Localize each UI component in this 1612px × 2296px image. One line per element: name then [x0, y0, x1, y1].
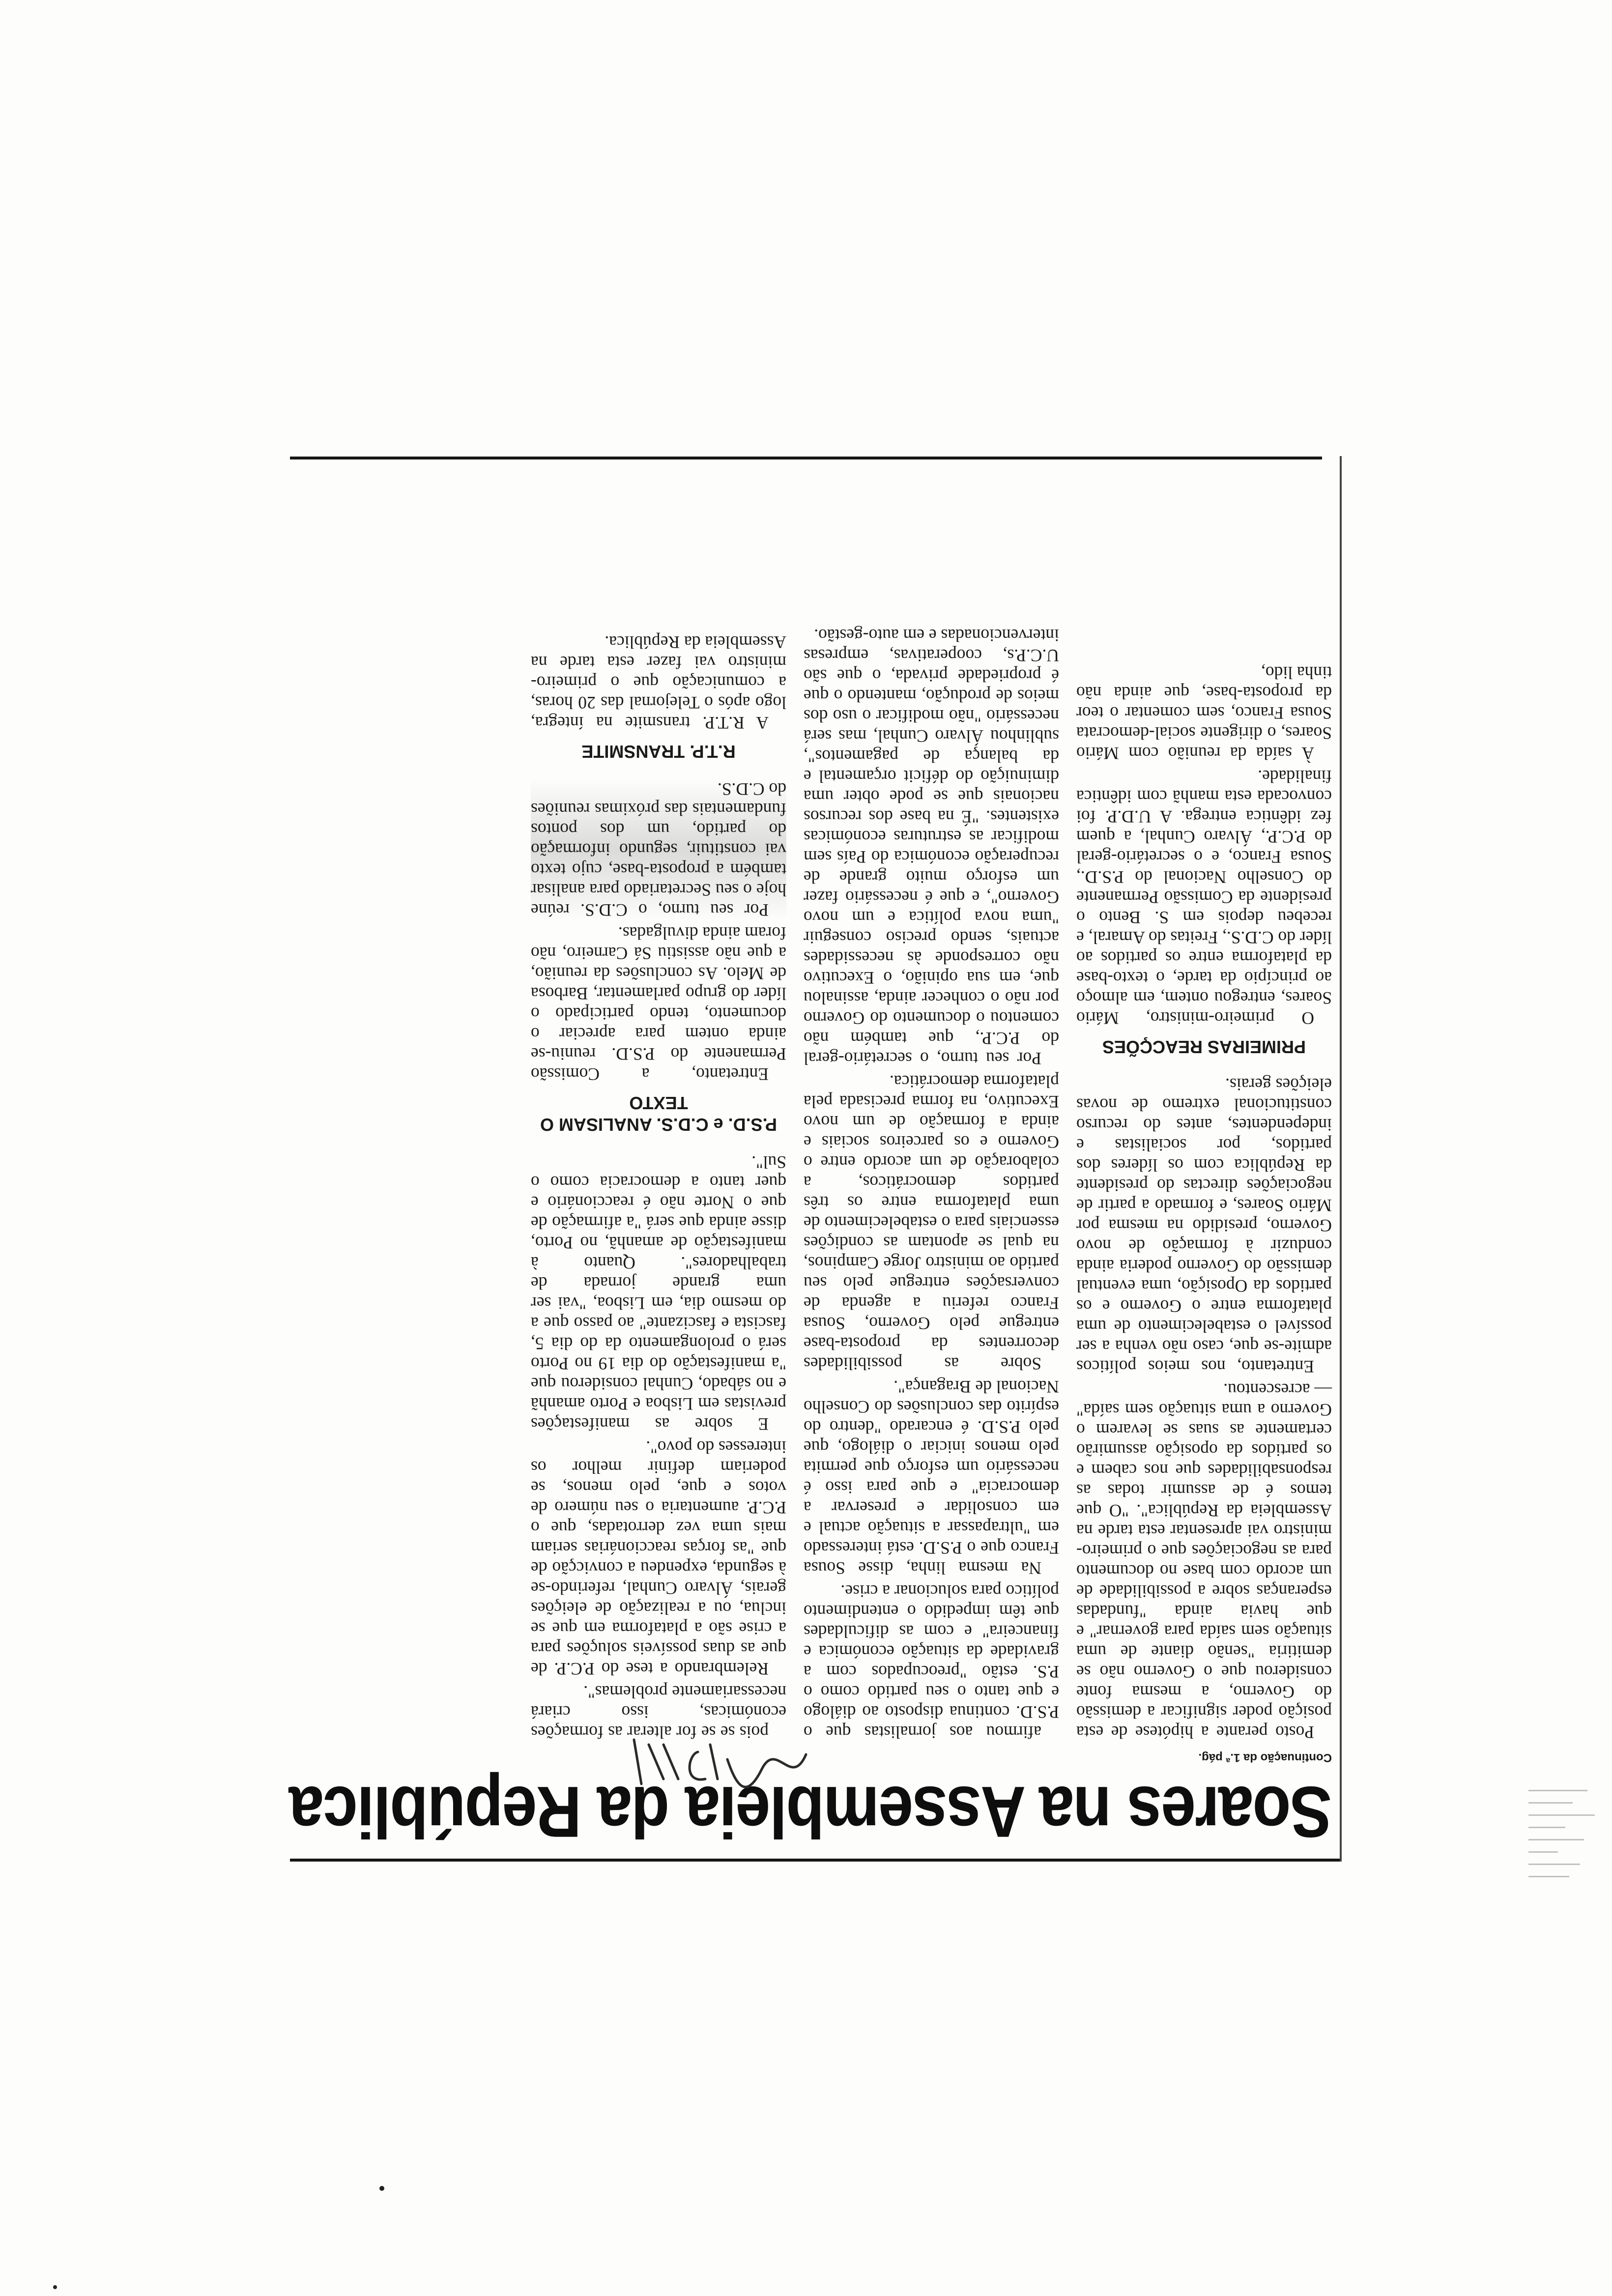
scan-margin-marks	[1528, 1779, 1602, 1966]
subhead-primeiras-reaccoes: PRIMEIRAS REACÇÕES	[1102, 1037, 1306, 1057]
paragraph: A R.T.P. transmite na íntegra, logo após o Telejornal das 20 horas, a comunicação que o primeiro-ministro vai fazer esta tarde na Assembleia da República.	[531, 632, 786, 733]
clipping-border-left	[1340, 456, 1342, 1862]
paragraph: Relembrando a tese do P.C.P. de que as duas possíveis soluções para a crise são a plataforma em que se inclua, ou a realização de eleições gerais, Álvaro Cunhal, referindo-se à segunda, expendeu a convicção de que "as forças reaccionárias seriam mais uma vez derrotadas, que o P.C.P. aumentaria o seu número de votos e que, pelo menos, se poderiam definir melhor os interesses do povo".	[531, 1437, 786, 1679]
paragraph: afirmou aos jornalistas que o P.S.D. continua disposto ao diálogo e que tanto o seu partido como o P.S. estão "preocupados com a gravidade da situação económica e financeira" e com as dificuldades que têm impedido o entendimento político para solucionar a crise.	[804, 1581, 1059, 1742]
continuation-note: Continuação da 1.ª pág.	[1198, 1751, 1332, 1764]
article-headline: Soares na Assembleia da República	[289, 1771, 1332, 1852]
paragraph: O primeiro-ministro, Mário Soares, entregou ontem, em almoço ao princípio da tarde, o texto-base da plataforma entre os partidos ao líder do C.D.S., Freitas do Amaral, e recebeu depois em S. Bento o presidente da Comissão Permanente do Conselho Nacional do P.S.D., Sousa Franco, e o secretário-geral do P.C.P., Álvaro Cunhal, a quem fez idêntica entrega. A U.D.P. foi convocada esta manhã com idêntica finalidade.	[1076, 767, 1332, 1028]
paragraph: Por seu turno, o C.D.S. reúne hoje o seu Secretariado para analisar também a proposta-base, cujo texto vai constituir, segundo informação do partido, um dos pontos fundamentais das próximas reuniões do C.D.S.	[531, 779, 786, 920]
paragraph: Sobre as possibilidades decorrentes da proposta-base entregue pelo Governo, Sousa Franco referiu a agenda de conversações entregue pelo seu partido ao ministro Jorge Campinos, na qual se apontam as condições essenciais para o estabelecimento de uma plataforma entre os três partidos democráticos, a colaboração de um acordo entre o Governo e os parceiros sociais e ainda a formação de um novo Executivo, na forma precisada pela plataforma democrática.	[804, 1072, 1059, 1374]
paragraph: Por seu turno, o secretário-geral do P.C.P., que também não comentou o documento do Governo por não o conhecer ainda, assinalou que, em sua opinião, o Executivo não corresponde às necessidades actuais, sendo preciso conseguir "uma nova política e um novo Governo", e que é necessário fazer um esforço muito grande de recuperação económica do País sem modificar as estruturas económicas existentes. "É na base dos recursos nacionais que se pode obter uma diminuição do déficit orçamental e da balança de pagamentos", sublinhou Álvaro Cunhal, mas será necessário "não modificar o uso dos meios de produção, mantendo o que é propriedade privada, o que são U.C.P.s, cooperativas, empresas intervencionadas e em auto-gestão.	[804, 626, 1059, 1068]
paragraph: E sobre as manifestações previstas em Lisboa e Porto amanhã e no sábado, Cunhal considerou que "a manifestação do dia 19 no Porto será o prolongamento da do dia 5, fascista e fascizante" ao passo que a do mesmo dia, em Lisboa, "vai ser uma grande jornada de trabalhadores". Quanto à manifestação de amanhã, no Porto, disse ainda que será "a afirmação de que o Norte não é reaccionário e quer tanto a democracia como o Sul".	[531, 1152, 786, 1434]
clipping-border-bottom	[290, 457, 1322, 459]
scan-speck	[379, 2186, 384, 2191]
article-column-2	[804, 625, 1059, 1742]
article-column-3	[531, 464, 786, 1742]
article-column-1	[1076, 662, 1332, 1742]
paragraph: pois se se for alterar as formações económicas, isso criará necessariamente problemas".	[531, 1682, 786, 1742]
paragraph: À saída da reunião com Mário Soares, o dirigente social-democrata Sousa Franco, sem comentar o teor da proposta-base, que ainda não tinha lido,	[1076, 663, 1332, 763]
paragraph: Entretanto, nos meios políticos admite-se que, caso não venha a ser possível o estabelecimento de uma plataforma entre o Governo e os partidos da Oposição, uma eventual demissão do Governo poderia ainda conduzir à formação de novo Governo, presidido na mesma por Mário Soares, e formado a partir de negociações directas do presidente da República com os líderes dos partidos, por socialistas e independentes, antes do recurso constitucional extremo de novas eleições gerais.	[1076, 1075, 1332, 1377]
paragraph: Entretanto, a Comissão Permanente do P.S.D. reuniu-se ainda ontem para apreciar o documento, tendo participado o líder do grupo parlamentar, Barbosa de Melo. As conclusões da reunião, a que não assistiu Sá Carneiro, não foram ainda divulgadas.	[531, 923, 786, 1084]
clipping-border-top	[290, 1859, 1342, 1862]
scan-speck	[53, 2285, 57, 2289]
subhead-psd-cds: P.S.D. e C.D.S. ANALISAM O TEXTO	[540, 1093, 777, 1135]
paragraph: Na mesma linha, disse Sousa Franco que o P.S.D. está interessado em "ultrapassar a situação actual e em consolidar e preservar a democracia" e que para isso é necessário um esforço que permita pelo menos iniciar o diálogo, que pelo P.S.D. é encarado "dentro do espírito das conclusões do Conselho Nacional de Bragança".	[804, 1377, 1059, 1578]
newspaper-clipping	[270, 442, 1342, 1867]
subhead-rtp-transmite: R.T.P. TRANSMITE	[581, 742, 736, 762]
paragraph: Posto perante a hipótese de esta posição poder significar a demissão do Governo, a mesma fonte considerou que o Governo não se demitiria "senão diante de uma situação sem saída para governar" e que havia ainda "fundadas esperanças sobre a possibilidade de um acordo com base no documento para as negociações que o primeiro-ministro vai apresentar esta tarde na Assembleia da República". "O que temos é de assumir todas as responsabilidades que nos cabem e os partidos da oposição assumirão certamente as suas se levarem o Governo a uma situação sem saída" — acrescentou.	[1076, 1380, 1332, 1742]
